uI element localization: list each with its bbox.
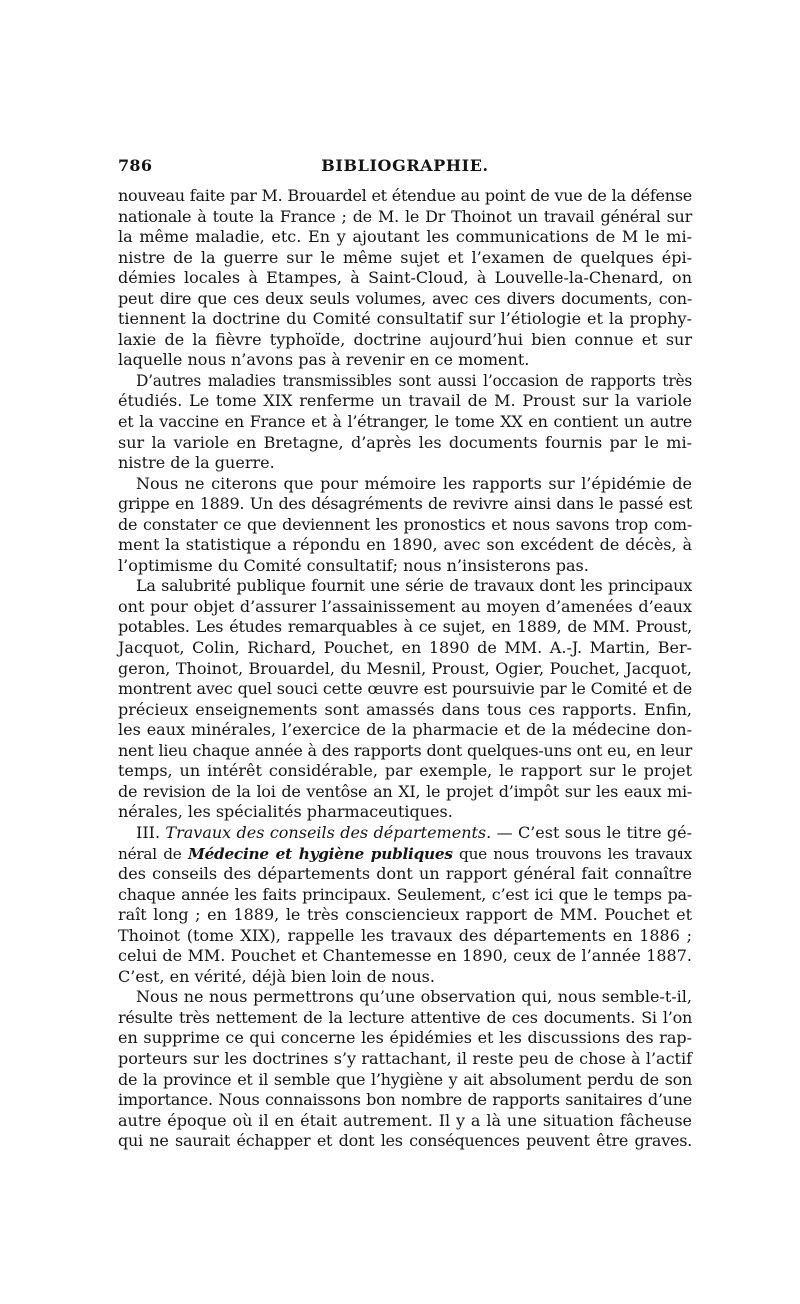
text-line: de revision de la loi de ventôse an XI, le projet d’impôt sur les eaux mi- [118,781,692,801]
text-line: démies locales à Etampes, à Saint-Cloud, à Louvelle-la-Chenard, on [118,268,692,288]
text-line: en supprime ce qui concerne les épidémies et les discussions des rap- [118,1028,692,1048]
text-line: qui ne saurait échapper et dont les conséquences peuvent être graves. [118,1131,692,1151]
section-numeral: III. [136,822,161,842]
paragraph-2 [118,371,692,474]
text-line: résulte très nettement de la lecture attentive de ces documents. Si l’on [118,1007,692,1027]
text-line: nationale à toute la France ; de M. le Dr Thoinot un travail général sur [118,206,692,226]
inline-title-before: néral de [118,844,188,863]
text-line: de constater ce que deviennent les pronostics et nous savons trop com- [118,514,692,534]
text-line: nérales, les spécialités pharmaceutiques. [118,802,453,822]
text-line: C’est, en vérité, déjà bien loin de nous. [118,966,435,986]
text-line: laxie de la fièvre typhoïde, doctrine aujourd’hui bien connue et sur [118,329,692,349]
section-iii-paragraph [118,823,692,987]
text-line: Nous ne nous permettrons qu’une observation qui, nous semble-t-il, [136,987,692,1007]
paragraph-1 [118,186,692,371]
text-line: temps, un intérêt considérable, par exemple, le rapport sur le projet [118,761,692,781]
text-line: autre époque où il en était autrement. Il y a là une situation fâcheuse [118,1110,692,1130]
text-line: précieux enseignements sont amassés dans tous ces rapports. Enfin, [118,699,692,719]
inline-title-line [118,844,692,865]
text-line: D’autres maladies transmissibles sont aussi l’occasion de rapports très [136,371,692,390]
inline-title: Médecine et hygiène publiques [187,844,453,863]
text-line: laquelle nous n’avons pas à revenir en ce moment. [118,350,530,370]
text-line: porteurs sur les doctrines s’y rattachant, il reste peu de chose à l’actif [118,1048,692,1068]
text-line: Jacquot, Colin, Richard, Pouchet, en 1890 de MM. A.-J. Martin, Ber- [118,638,692,658]
running-head [118,156,692,178]
text-line: La salubrité publique fournit une série de travaux dont les principaux [136,576,692,596]
text-line: peut dire que ces deux seuls volumes, avec ces divers documents, con- [118,288,692,308]
text-line: étudiés. Le tome XIX renferme un travail de M. Proust sur la variole [118,391,692,411]
inline-title-after: que nous trouvons les travaux [452,844,692,863]
paragraph-6 [118,987,692,1151]
text-line: nistre de la guerre. [118,453,275,473]
text-line: Thoinot (tome XIX), rappelle les travaux des départements en 1886 ; [118,925,692,945]
paragraph-4 [118,576,692,823]
section-title: Travaux des conseils des départements. [165,822,492,842]
running-title: BIBLIOGRAPHIE. [321,156,489,175]
text-line: celui de MM. Pouchet et Chantemesse en 1890, ceux de l’année 1887. [118,946,692,966]
text-line: des conseils des départements dont un rapport général fait connaître [118,864,692,884]
text-line: importance. Nous connaissons bon nombre de rapports sanitaires d’une [118,1090,692,1110]
text-line: sur la variole en Bretagne, d’après les documents fournis par le mi- [118,432,692,452]
section-heading-continuation: — C’est sous le titre gé- [491,822,693,842]
text-line: ment la statistique a répondu en 1890, avec son excédent de décès, à [118,535,692,555]
text-line: Nous ne citerons que pour mémoire les rapports sur l’épidémie de [136,473,692,493]
text-line: grippe en 1889. Un des désagréments de revivre ainsi dans le passé est [118,494,692,514]
text-line: et la vaccine en France et à l’étranger, le tome XX en contient un autre [118,412,692,432]
body-text [118,186,692,1152]
text-line: l’optimisme du Comité consultatif; nous n’insisterons pas. [118,555,589,575]
section-heading-line [118,823,692,844]
text-line: nistre de la guerre sur le même sujet et l’examen de quelques épi- [118,247,692,267]
text-line: montrent avec quel souci cette œuvre est poursuivie par le Comité et de [118,679,692,699]
page-number: 786 [118,156,153,175]
text-line: les eaux minérales, l’exercice de la pharmacie et de la médecine don- [118,720,692,740]
text-line: chaque année les faits principaux. Seulement, c’est ici que le temps pa- [118,884,692,904]
text-line: nouveau faite par M. Brouardel et étendue au point de vue de la défense [118,186,692,205]
text-line: nent lieu chaque année à des rapports dont quelques-uns ont eu, en leur [118,740,692,760]
text-line: tiennent la doctrine du Comité consultatif sur l’étiologie et la prophy- [118,309,692,329]
text-line: raît long ; en 1889, le très consciencieux rapport de MM. Pouchet et [118,905,692,925]
text-line: ont pour objet d’assurer l’assainissement au moyen d’amenées d’eaux [118,596,692,616]
text-line: la même maladie, etc. En y ajoutant les communications de M le mi- [118,227,692,247]
text-line: potables. Les études remarquables à ce sujet, en 1889, de MM. Proust, [118,617,692,637]
text-line: de la province et il semble que l’hygiène y ait absolument perdu de son [118,1069,692,1089]
text-line: geron, Thoinot, Brouardel, du Mesnil, Proust, Ogier, Pouchet, Jacquot, [118,658,692,678]
paragraph-3 [118,474,692,577]
